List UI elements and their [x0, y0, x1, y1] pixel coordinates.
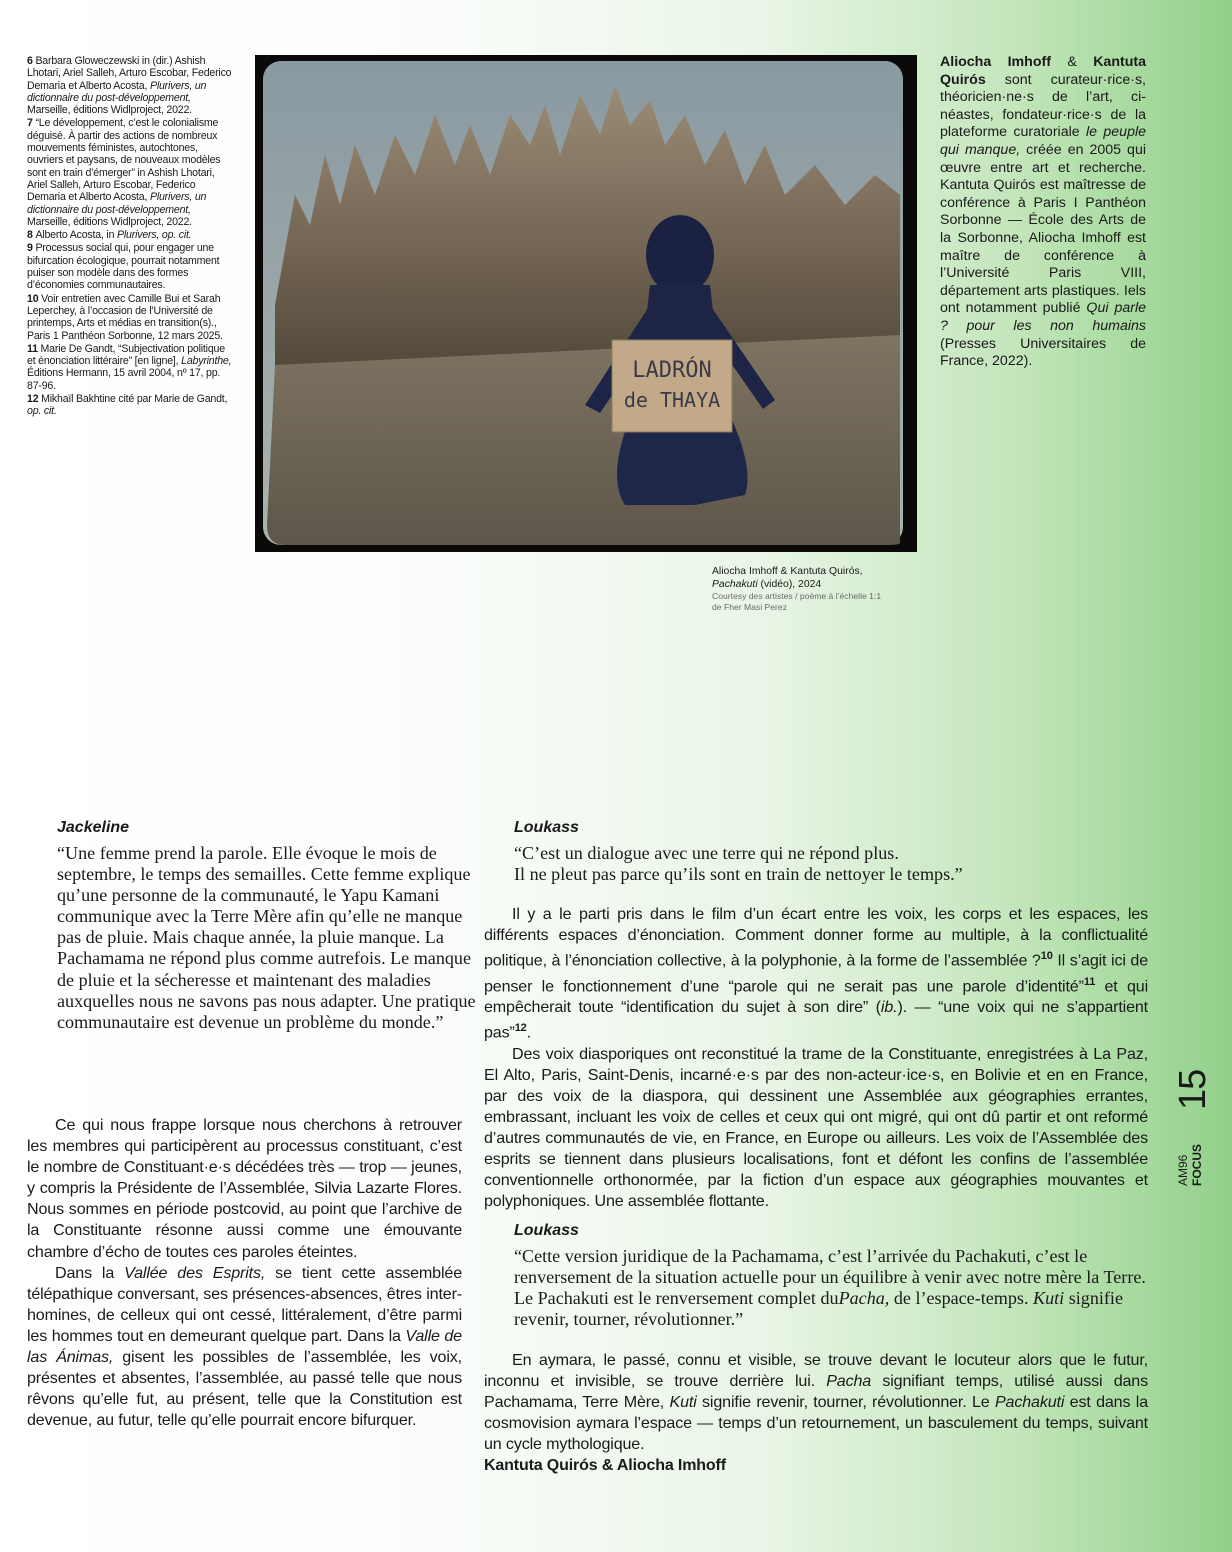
caption-credit-2: de Fher Masi Perez	[712, 601, 787, 612]
issue-number: 96	[1176, 1154, 1190, 1168]
footnote	[27, 393, 233, 418]
text-run: Il s’agit ici de penser le fonctionnement d’une “parole qui ne serait pas une parole d’identité”	[484, 951, 1148, 995]
footnote-ref: 11	[1083, 975, 1096, 988]
text-run: se tient cette assemblée télépathique conversant, ses présences-absences, êtres inter-homines, de celleux qui ont cessé, littéralement, d’être parmi les hommes tout en demeurant quelque part. Dans la	[27, 1263, 463, 1345]
footnote-number: 12	[27, 393, 42, 406]
right-body-text-1	[484, 904, 1148, 1212]
text-run: Il y a le parti pris dans le film d’un écart entre les voix, les corps et les espaces, les différents espaces d’énonciation. Comment donner forme au multiple, à la conflictualité politique, à l’énonciation collective, à la polyphonie, à la forme de l’assemblée ?	[484, 905, 1148, 970]
text-run: ib.	[880, 998, 898, 1017]
text-run: Kuti	[1033, 1288, 1065, 1309]
text-run: Éditions Hermann, 15 avril 2004, nº 17, pp. 87-96.	[27, 367, 221, 392]
footnote	[27, 55, 233, 116]
text-run: op. cit.	[27, 405, 57, 418]
speaker-quote-line: “C’est un dialogue avec une terre qui ne répond plus.	[514, 843, 899, 863]
film-still-photo	[255, 55, 917, 552]
magazine-name: AM	[1176, 1168, 1190, 1186]
magazine-section-label	[1176, 1144, 1204, 1186]
speaker-quote-line: Il ne pleut pas parce qu’ils sont en train de nettoyer le temps.”	[514, 864, 963, 885]
paragraph: Ce qui nous frappe lorsque nous cherchons à retrouver les membres qui participèrent au processus constituant, c’est le nombre de Constituant·e·s décédées très — trop — jeunes, y compris la Présidente de l’Assemblée, Silvia Lazarte Flores. Nous sommes en période postcovid, au point que l’archive de la Constituante résonne aussi comme une émouvante chambre d’écho de toutes ces paroles éteintes.	[27, 1116, 462, 1261]
text-run: Barbara Gloweczewski in (dir.) Ashish Lhotari, Ariel Salleh, Arturo Escobar, Federico Demaria et Alberto Acosta,	[27, 55, 232, 92]
text-run: Mikhaïl Bakhtine cité par Marie de Gandt,	[41, 393, 228, 406]
text-run: Valle de las Ánimas,	[27, 1326, 462, 1367]
footnote	[27, 242, 233, 291]
text-run: Alberto Acosta, in	[35, 229, 118, 242]
text-run: de l’espace-temps.	[889, 1288, 1034, 1309]
sign-text-line1: LADRÓN	[632, 358, 712, 383]
text-run: ). — “une voix qui ne s’appartient pas”	[484, 998, 1148, 1042]
footnotes	[27, 55, 233, 419]
text-run: Vallée des Esprits,	[124, 1263, 266, 1282]
authors-bio	[940, 54, 1146, 371]
paragraph	[484, 904, 1148, 1044]
text-run: Marie De Gandt, “Subjectivation politique et énonciation littéraire” [en ligne],	[27, 342, 225, 368]
speaker-name: Loukass	[514, 1222, 579, 1239]
text-run: Aliocha Imhoff	[940, 54, 1051, 70]
footnote-number: 9	[27, 242, 36, 255]
text-run: Marseille, éditions Widlproject, 2022.	[27, 104, 192, 117]
footnote-number: 7	[27, 117, 36, 130]
text-run: et qui empêcherait toute “identification du sujet à son dire” (	[484, 977, 1148, 1017]
right-speaker-block-1	[514, 819, 1154, 885]
text-run: Processus social qui, pour engager une bifurcation écologique, pourrait notamment puiser son modèle dans des formes d’économies communautaires.	[27, 242, 220, 292]
right-body-text-2	[484, 1350, 1148, 1477]
footnote-number: 11	[27, 342, 41, 355]
text-run: gisent les possibles de l’assemblée, les voix, présentes et absentes, l’assemblée, au passé telle que nous rêvons qu’elle fut, au présent, telle que la Constitution est devenue, au futur, telle qu’elle pourrait encore bifurquer.	[27, 1348, 462, 1430]
text-run: le peuple qui manque,	[940, 124, 1147, 158]
text-run: “Cette version juridique de la Pachamama, c’est l’arrivée du Pachakuti, c’est le renversement de la situation actuelle pour un équilibre à venir avec notre mère la Terre. Le Pachakuti est le renversement complet du	[514, 1246, 1146, 1309]
text-run: Marseille, éditions Widlproject, 2022.	[27, 215, 192, 228]
paragraph: Des voix diasporiques ont reconstitué la trame de la Constituante, enregistrées à La Paz, El Alto, Paris, Saint-Denis, incarné·e·s par des non-acteur·ice·s, en Bolivie et en en France, par des voix de la diaspora, qui dessinent une Assemblée aux géographies errantes, embrassant, incluant les voix de celles et ceux qui ont migré, qui ont dû partir et ont reformé d’autres communautés de vie, en France, en Europe ou ailleurs. Les voix de l’Assemblée des esprits se tiennent dans plusieurs localisations, font et défont les confins de l’assemblée conventionnelle orthonormée, par la fiction d’un espace aux géographies mouvantes et polyphoniques. Une assemblée flottante.	[484, 1044, 1148, 1211]
footnote-ref: 12	[514, 1022, 527, 1035]
text-run: signifie revenir, tourner, révolutionner. Le	[696, 1393, 995, 1412]
speaker-name: Loukass	[514, 819, 579, 836]
text-run: Labyrinthe,	[181, 355, 232, 368]
text-run: Kuti	[669, 1393, 697, 1412]
caption-medium: (vidéo), 2024	[757, 578, 822, 590]
left-speaker-block	[57, 819, 477, 1033]
text-run: Pacha	[826, 1372, 872, 1391]
section-name: FOCUS	[1190, 1144, 1204, 1186]
text-run: En aymara, le passé, connu et visible, se trouve devant le locuteur alors que le futur, inconnu et invisible, se trouve derrière lui.	[484, 1351, 1148, 1391]
footnote-ref: 10	[1040, 950, 1053, 963]
text-run: .	[526, 1023, 531, 1042]
speaker-name: Jackeline	[57, 819, 130, 836]
text-run: Plurivers, op. cit.	[117, 229, 192, 242]
text-run: Pachakuti	[994, 1393, 1065, 1412]
caption-credit-1: Courtesy des artistes / poème à l’échelle 1:1	[712, 591, 882, 601]
sign-text-line2: de THAYA	[623, 388, 721, 412]
text-run: Plurivers, un dictionnaire du post-développement,	[27, 79, 207, 104]
text-run: créée en 2005 qui œuvre entre art et recherche. Kantuta Quirós est maîtresse de conférence à Paris I Panthéon Sorbonne — École des Arts de la Sorbonne, Aliocha Imhoff est maître de conférence à l’Université Paris VIII, département arts plastiques. Iels ont notamment publié	[940, 141, 1146, 317]
speaker-quote	[514, 1246, 1154, 1330]
text-run: Pacha,	[838, 1288, 890, 1309]
paragraph	[484, 1350, 1148, 1455]
text-run: signifiant temps, utilisé aussi dans Pachamama, Terre Mère,	[484, 1372, 1148, 1412]
text-run: signifie revenir, tourner, révolutionner.”	[514, 1288, 1123, 1330]
text-run: &	[1050, 54, 1094, 70]
photo-caption	[712, 566, 892, 612]
footnote	[27, 343, 233, 392]
right-speaker-block-2	[514, 1222, 1154, 1330]
text-run: “Le développement, c’est le colonialisme déguisé. À partir des actions de nombreux mouvements féministes, autochtones, ouvriers et paysans, de nouveaux modèles sont en train d’émerger” in Ashish Lhotari, Ariel Salleh, Arturo Escobar, Federico Demaria et Alberto Acosta,	[27, 117, 221, 204]
text-run: (Presses Universitaires de France, 2022).	[940, 335, 1146, 370]
footnote	[27, 117, 233, 228]
text-run: sont curateur·rice·s, théoricien·ne·s de l’art, cinéastes, fondateur·rice·s de la plateforme curatoriale	[940, 71, 1146, 141]
text-run: Voir entretien avec Camille Bui et Sarah Leperchey, à l’occasion de l’Université de printemps, Arts et médias en transition(s)., Paris 1 Panthéon Sorbonne, 12 mars 2025.	[27, 292, 223, 342]
text-run: Plurivers, un dictionnaire du post-développement,	[27, 191, 207, 216]
footnote-number: 6	[27, 55, 36, 67]
caption-authors: Aliocha Imhoff & Kantuta Quirós,	[712, 566, 863, 577]
text-run: est dans la cosmovision aymara l’espace — temps d’un retournement, un basculement du temps, suivant un cycle mythologique.	[484, 1393, 1148, 1454]
footnote-number: 10	[27, 292, 42, 305]
left-body-text	[27, 1115, 462, 1431]
footnote	[27, 293, 233, 342]
caption-title: Pachakuti	[712, 578, 758, 590]
text-run: Qui parle ? pour les non humains	[940, 300, 1146, 334]
text-run: Dans la	[55, 1263, 125, 1282]
speaker-quote: “Une femme prend la parole. Elle évoque le mois de septembre, le temps des semailles. Cette femme explique qu’une personne de la communauté, le Yapu Kamani communique avec la Terre Mère afin qu’elle ne manque pas de pluie. Mais chaque année, la pluie manque. La Pachamama ne répond plus comme autrefois. Le manque de pluie et la sécheresse et maintenant des maladies auxquelles nous ne savons pas nous adapter. Une pratique communautaire est devenue un problème du monde.”	[57, 843, 476, 1032]
article-signature: Kantuta Quirós & Aliocha Imhoff	[484, 1457, 726, 1475]
footnote-number: 8	[27, 229, 36, 242]
text-run: Kantuta Quirós	[940, 54, 1146, 88]
paragraph	[27, 1263, 462, 1432]
page-number: 15	[1172, 1069, 1214, 1110]
footnote	[27, 229, 233, 241]
